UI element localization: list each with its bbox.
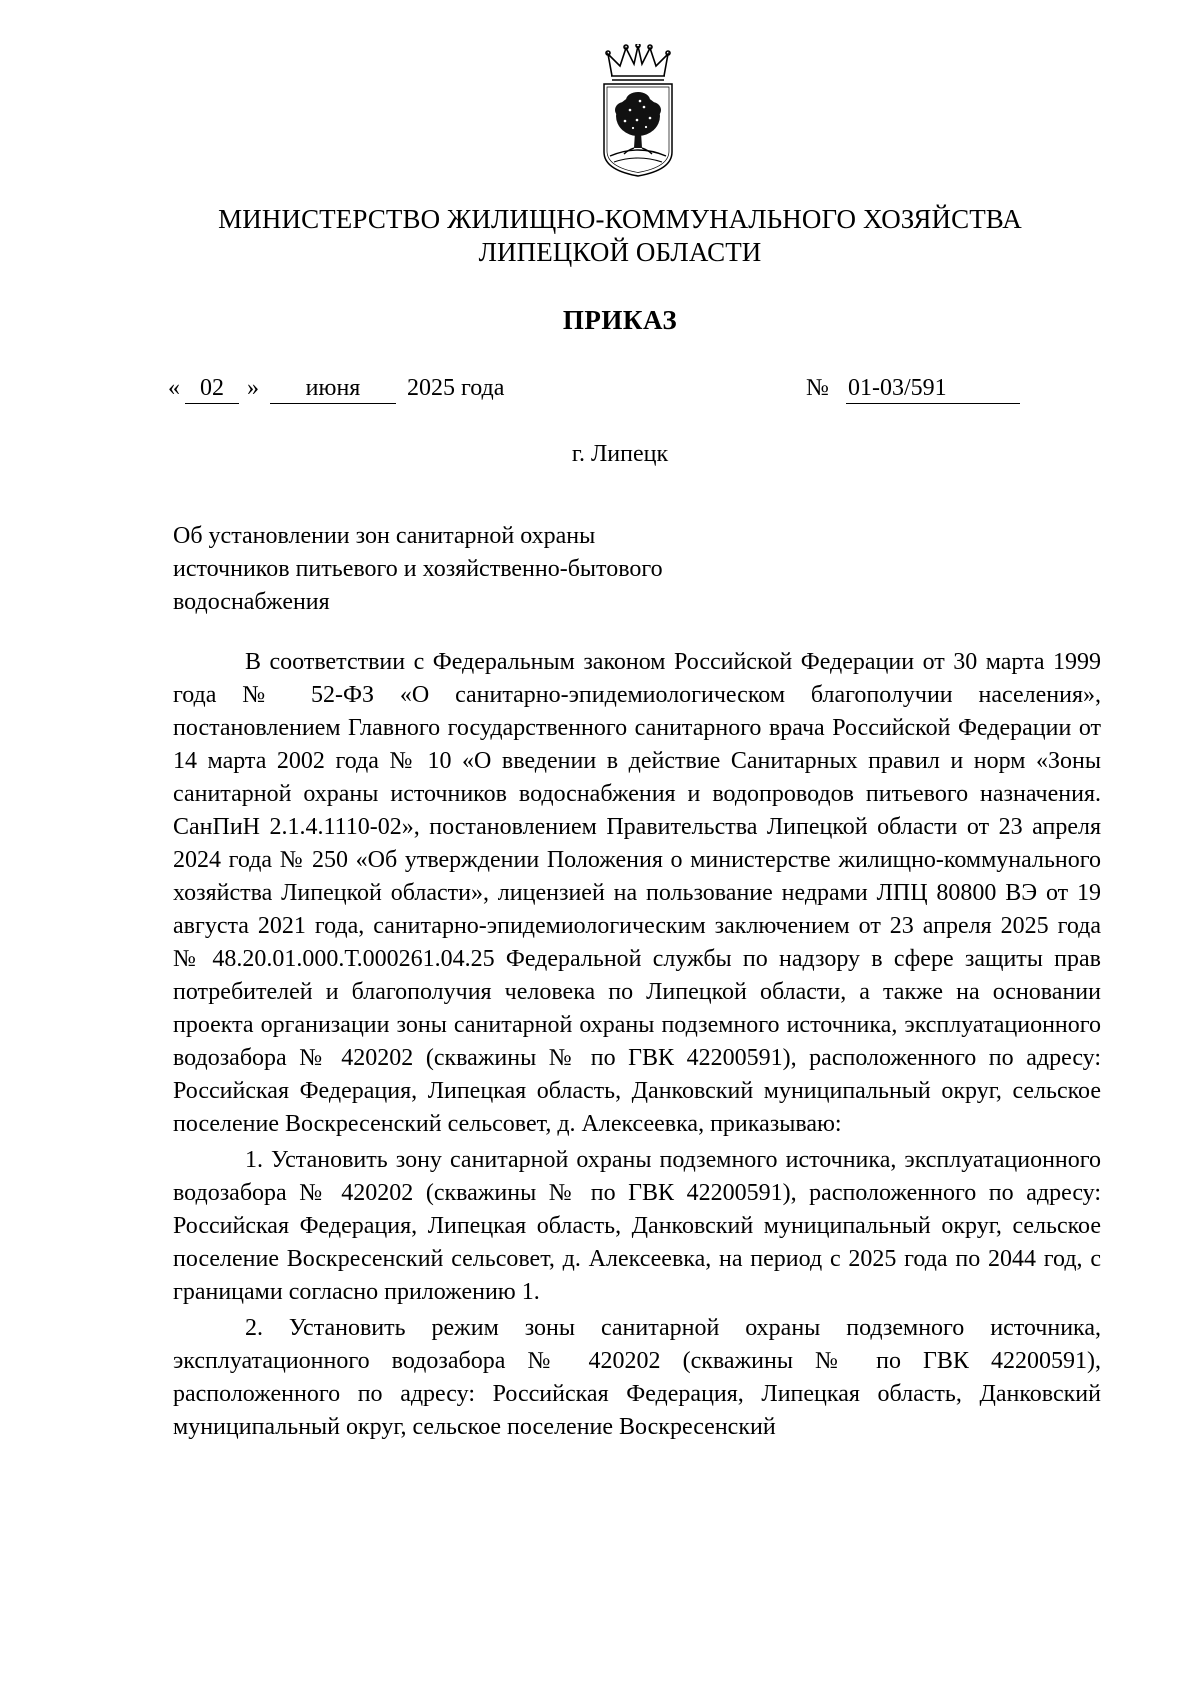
subject-line: источников питьевого и хозяйственно-бытового bbox=[173, 556, 663, 582]
city-name: г. Липецк bbox=[571, 441, 669, 467]
order-item-1: 1. Установить зону санитарной охраны подземного источника, эксплуатационного водозабора № 420202 (скважины № по ГВК 42200591), расположенного по адресу: Российская Федерация, Липецкая область, Данковский муниципальный округ, сельское поселение Воскресенский сельсовет, д. Алексеевка, на период с 2025 года по 2044 год, с границами согласно приложению 1. bbox=[173, 1147, 1101, 1305]
document-number: 01-03/591 bbox=[846, 373, 1020, 404]
date-year: 2025 года bbox=[407, 375, 505, 401]
date-day: 02 bbox=[185, 373, 239, 404]
ministry-name-line2: ЛИПЕЦКОЙ ОБЛАСТИ bbox=[478, 237, 762, 267]
coat-of-arms-icon bbox=[598, 44, 678, 179]
document-body bbox=[173, 646, 1101, 1444]
document-subject bbox=[173, 520, 793, 619]
order-item-2: 2. Установить режим зоны санитарной охраны подземного источника, эксплуатационного водозабора № 420202 (скважины № по ГВК 42200591), расположенного по адресу: Российская Федерация, Липецкая область, Данковский муниципальный округ, сельское поселение Воскресенский bbox=[173, 1315, 1101, 1440]
ministry-name-line1: МИНИСТЕРСТВО ЖИЛИЩНО-КОММУНАЛЬНОГО ХОЗЯЙСТВА bbox=[218, 204, 1022, 234]
subject-line: Об установлении зон санитарной охраны bbox=[173, 523, 596, 549]
date-number-row bbox=[0, 373, 1200, 409]
date-close-quote: » bbox=[247, 375, 259, 401]
ministry-name bbox=[160, 203, 1080, 269]
date-open-quote: « bbox=[168, 375, 180, 401]
subject-line: водоснабжения bbox=[173, 589, 330, 615]
number-sign: № bbox=[806, 375, 829, 401]
document-type-title: ПРИКАЗ bbox=[562, 305, 678, 335]
preamble-paragraph: В соответствии с Федеральным законом Российской Федерации от 30 марта 1999 года № 52-ФЗ «О санитарно-эпидемиологическом благополучии населения», постановлением Главного государственного санитарного врача Российской Федерации от 14 марта 2002 года № 10 «О введении в действие Санитарных правил и норм «Зоны санитарной охраны источников водоснабжения и водопроводов питьевого назначения. СанПиН 2.1.4.1110-02», постановлением Правительства Липецкой области от 23 апреля 2024 года № 250 «Об утверждении Положения о министерстве жилищно-коммунального хозяйства Липецкой области», лицензией на пользование недрами ЛПЦ 80800 ВЭ от 19 августа 2021 года, санитарно-эпидемиологическим заключением от 23 апреля 2025 года № 48.20.01.000.Т.000261.04.25 Федеральной службы по надзору в сфере защиты прав потребителей и благополучия человека по Липецкой области, а также на основании проекта организации зоны санитарной охраны подземного источника, эксплуатационного водозабора № 420202 (скважины № по ГВК 42200591), расположенного по адресу: Российская Федерация, Липецкая область, Данковский муниципальный округ, сельское поселение Воскресенский сельсовет, д. Алексеевка, приказываю: bbox=[173, 649, 1101, 1137]
date-month: июня bbox=[270, 373, 396, 404]
